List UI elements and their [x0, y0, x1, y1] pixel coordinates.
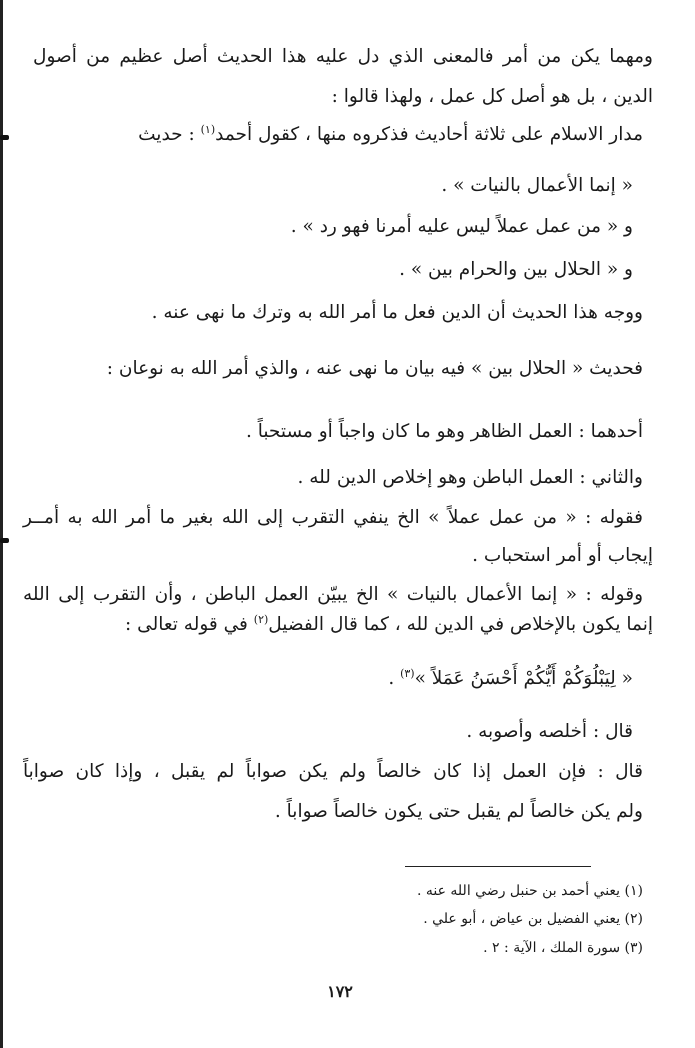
verse-tail: . — [388, 668, 401, 689]
quran-verse — [13, 668, 633, 690]
footnote-ref[interactable]: (٣) — [400, 666, 415, 680]
scan-edge — [0, 0, 3, 1048]
body-line: فحديث « الحلال بين » فيه بيان ما نهى عنه ، والذي أمر الله به نوعان : — [106, 358, 643, 379]
footnote-ref[interactable]: (١) — [200, 122, 216, 136]
footnote: (١) يعني أحمد بن حنبل رضي الله عنه . — [416, 883, 643, 899]
footnote-separator — [405, 866, 591, 867]
body-line: إيجاب أو أمر استحباب . — [472, 545, 653, 566]
margin-mark — [0, 135, 9, 140]
margin-mark — [0, 538, 9, 543]
body-line: قال : فإن العمل إذا كان خالصاً ولم يكن صواباً لم يقبل ، وإذا كان صواباً — [23, 761, 643, 782]
body-line-tail: في قوله تعالى : — [125, 614, 254, 635]
body-line: و « الحلال بين والحرام بين » . — [399, 259, 633, 280]
body-line: قال : أخلصه وأصوبه . — [466, 721, 633, 742]
body-line: ووجه هذا الحديث أن الدين فعل ما أمر الله به وترك ما نهى عنه . — [151, 302, 643, 323]
body-line: فقوله : « من عمل عملاً » الخ ينفي التقرب إلى الله بغير ما أمر الله به أمــر — [23, 507, 643, 528]
footnote: (٣) سورة الملك ، الآية : ٢ . — [483, 940, 643, 956]
body-line: ولم يكن خالصاً لم يقبل حتى يكون خالصاً صواباً . — [274, 801, 643, 822]
body-line-text: إنما يكون بالإخلاص في الدين لله ، كما قال الفضيل — [268, 614, 653, 635]
body-line: وقوله : « إنما الأعمال بالنيات » الخ يبيّن العمل الباطن ، وأن التقرب إلى الله — [23, 584, 643, 605]
body-line: و « من عمل عملاً ليس عليه أمرنا فهو رد » . — [290, 216, 633, 237]
body-line-tail: : حديث — [138, 124, 201, 145]
body-line: الدين ، بل هو أصل كل عمل ، ولهذا قالوا : — [331, 86, 653, 107]
body-line: والثاني : العمل الباطن وهو إخلاص الدين لله . — [297, 467, 643, 488]
page-number: ١٧٢ — [327, 982, 353, 1001]
body-line — [33, 614, 653, 636]
verse-text: « لِيَبْلُوَكُمْ أَيُّكُمْ أَحْسَنُ عَمَلاً » — [414, 668, 633, 689]
body-line: « إنما الأعمال بالنيات » . — [441, 175, 633, 196]
footnote: (٢) يعني الفضيل بن عياض ، أبو علي . — [423, 911, 643, 927]
body-line: ومهما يكن من أمر فالمعنى الذي دل عليه هذا الحديث أصل عظيم من أصول — [33, 46, 653, 67]
body-line: أحدهما : العمل الظاهر وهو ما كان واجباً أو مستحباً . — [245, 421, 643, 442]
body-line-text: مدار الاسلام على ثلاثة أحاديث فذكروه منها ، كقول أحمد — [215, 124, 643, 145]
footnote-ref[interactable]: (٢) — [253, 612, 269, 626]
body-line — [23, 124, 643, 146]
